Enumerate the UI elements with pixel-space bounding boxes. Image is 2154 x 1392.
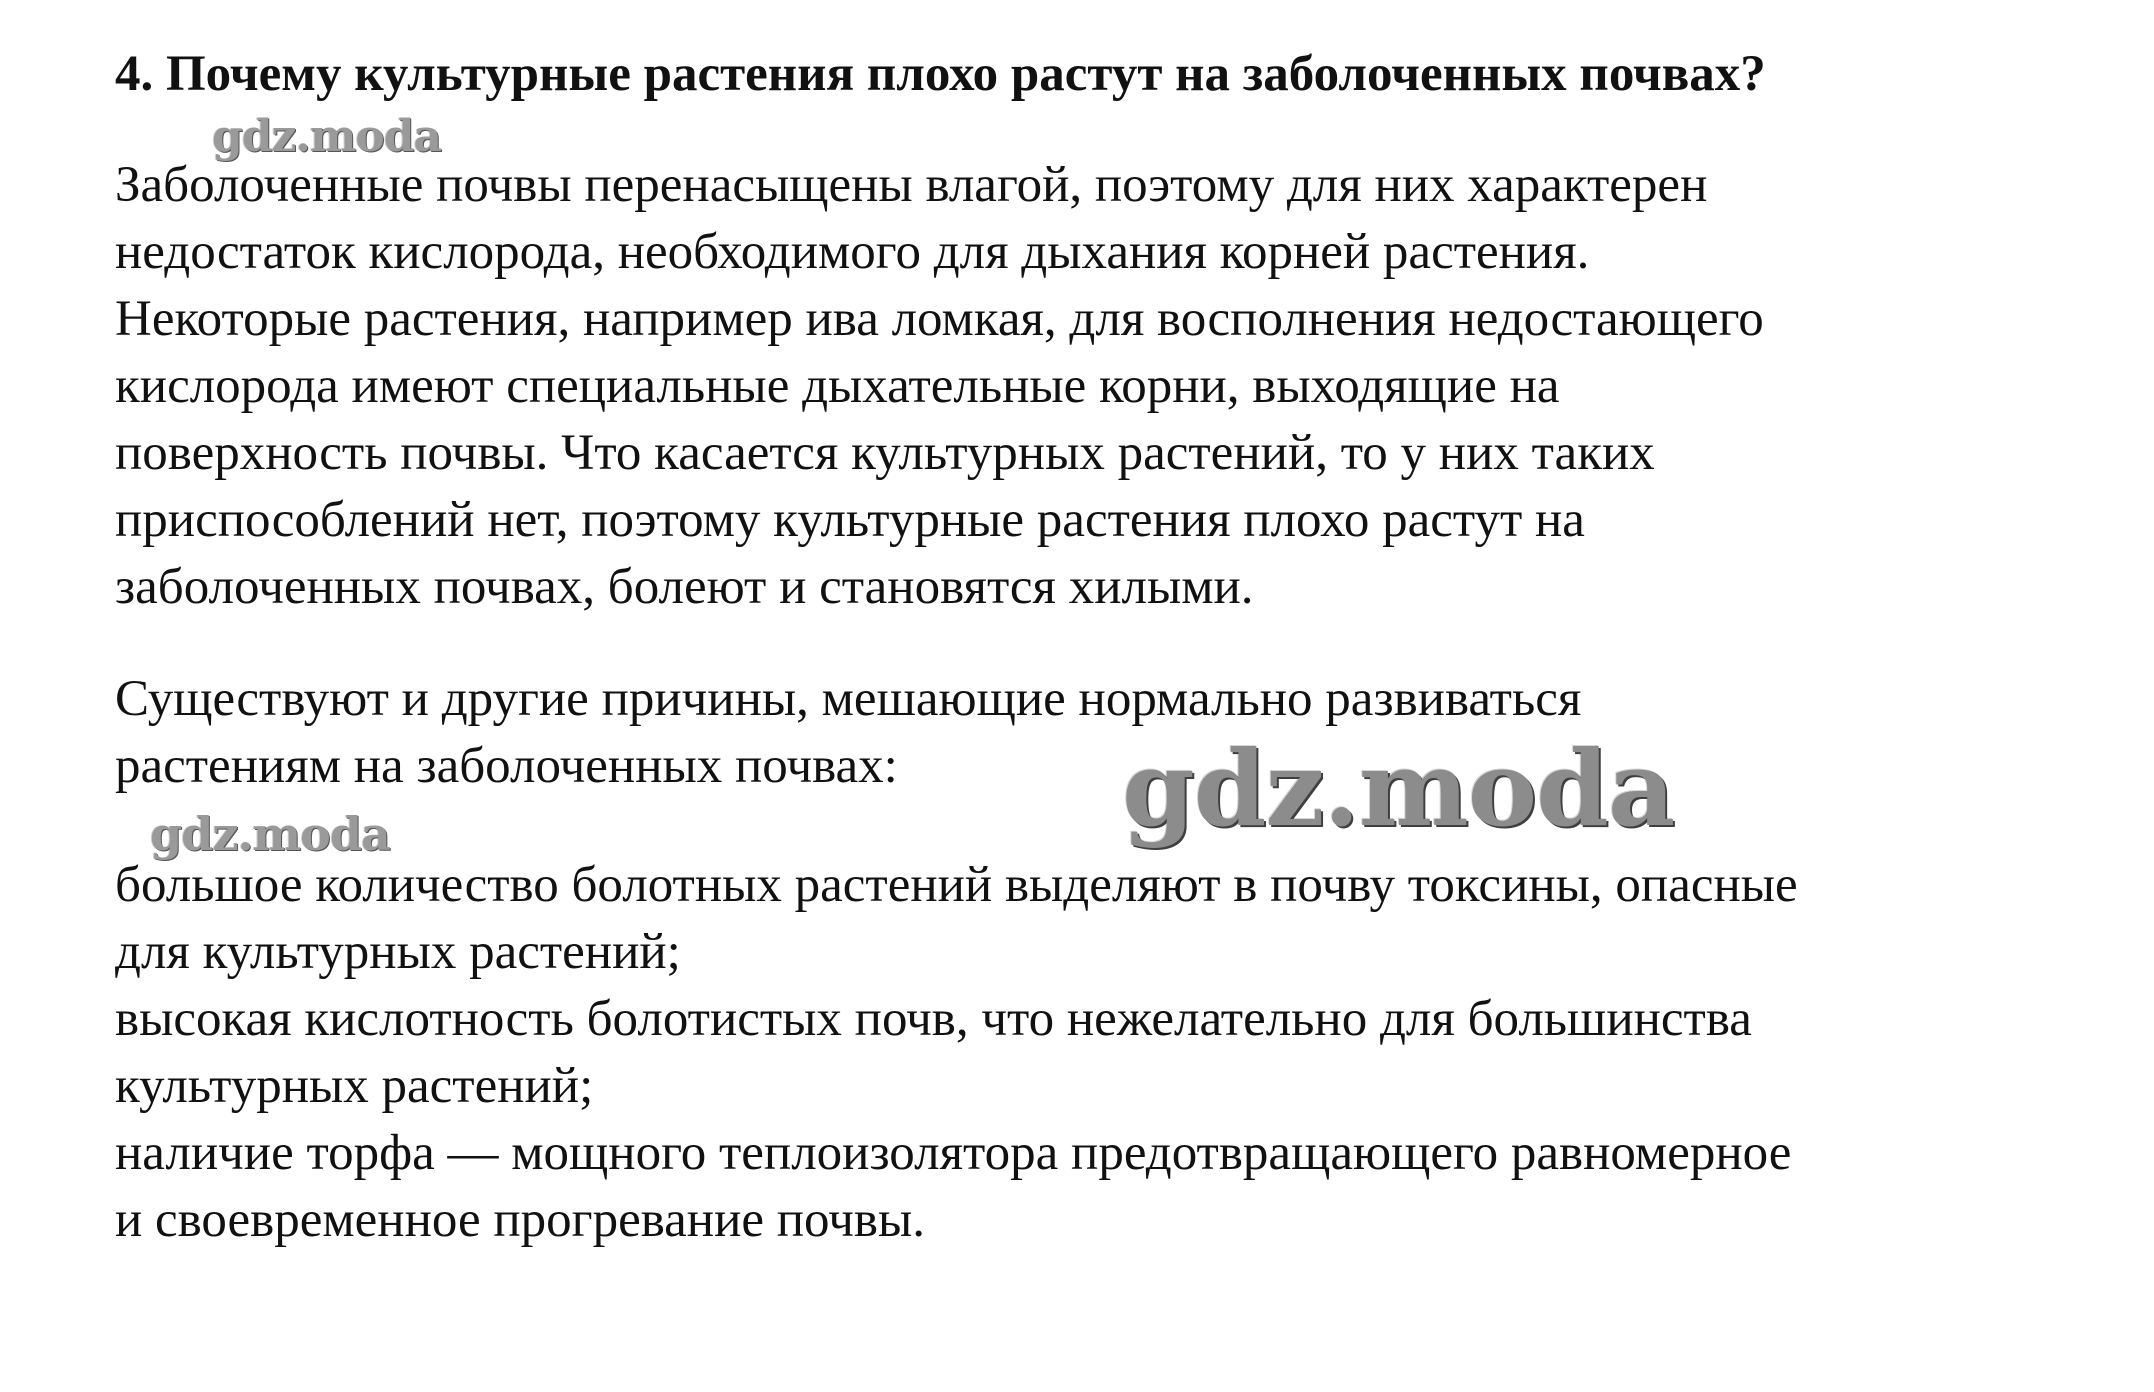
watermark-middle: gdz.moda bbox=[150, 807, 390, 861]
paragraph-1-line: приспособлений нет, поэтому культурные растения плохо растут на bbox=[115, 492, 1585, 548]
watermark-large: gdz.moda bbox=[1122, 727, 1675, 850]
watermark-top: gdz.moda bbox=[212, 111, 442, 162]
answer-paragraph-1 bbox=[115, 152, 2095, 621]
question-heading: 4. Почему культурные растения плохо растут на заболоченных почвах? bbox=[115, 46, 1766, 102]
list-item-line: большое количество болотных растений выделяют в почву токсины, опасные bbox=[115, 857, 1798, 913]
paragraph-1-line: недостаток кислорода, необходимого для дыхания корней растения. bbox=[115, 224, 1590, 280]
paragraph-1-line: кислорода имеют специальные дыхательные корни, выходящие на bbox=[115, 358, 1560, 414]
paragraph-1-line: Некоторые растения, например ива ломкая, для восполнения недостающего bbox=[115, 291, 1764, 347]
paragraph-1-line: Заболоченные почвы перенасыщены влагой, поэтому для них характерен bbox=[115, 157, 1708, 213]
list-item-line: высокая кислотность болотистых почв, что нежелательно для большинства bbox=[115, 991, 1752, 1047]
paragraph-1-line: поверхность почвы. Что касается культурных растений, то у них таких bbox=[115, 425, 1655, 481]
list-item-line: для культурных растений; bbox=[115, 924, 681, 980]
paragraph-2-line: Существуют и другие причины, мешающие нормально развиваться bbox=[115, 671, 1582, 727]
reasons-list bbox=[115, 852, 2095, 1254]
answer-paragraph-2 bbox=[115, 666, 2095, 800]
list-item-line: и своевременное прогревание почвы. bbox=[115, 1192, 925, 1248]
list-item-line: культурных растений; bbox=[115, 1058, 594, 1114]
paragraph-2-line: растениям на заболоченных почвах: bbox=[115, 738, 898, 794]
paragraph-1-line: заболоченных почвах, болеют и становятся хилыми. bbox=[115, 559, 1254, 615]
list-item-line: наличие торфа — мощного теплоизолятора предотвращающего равномерное bbox=[115, 1125, 1792, 1181]
